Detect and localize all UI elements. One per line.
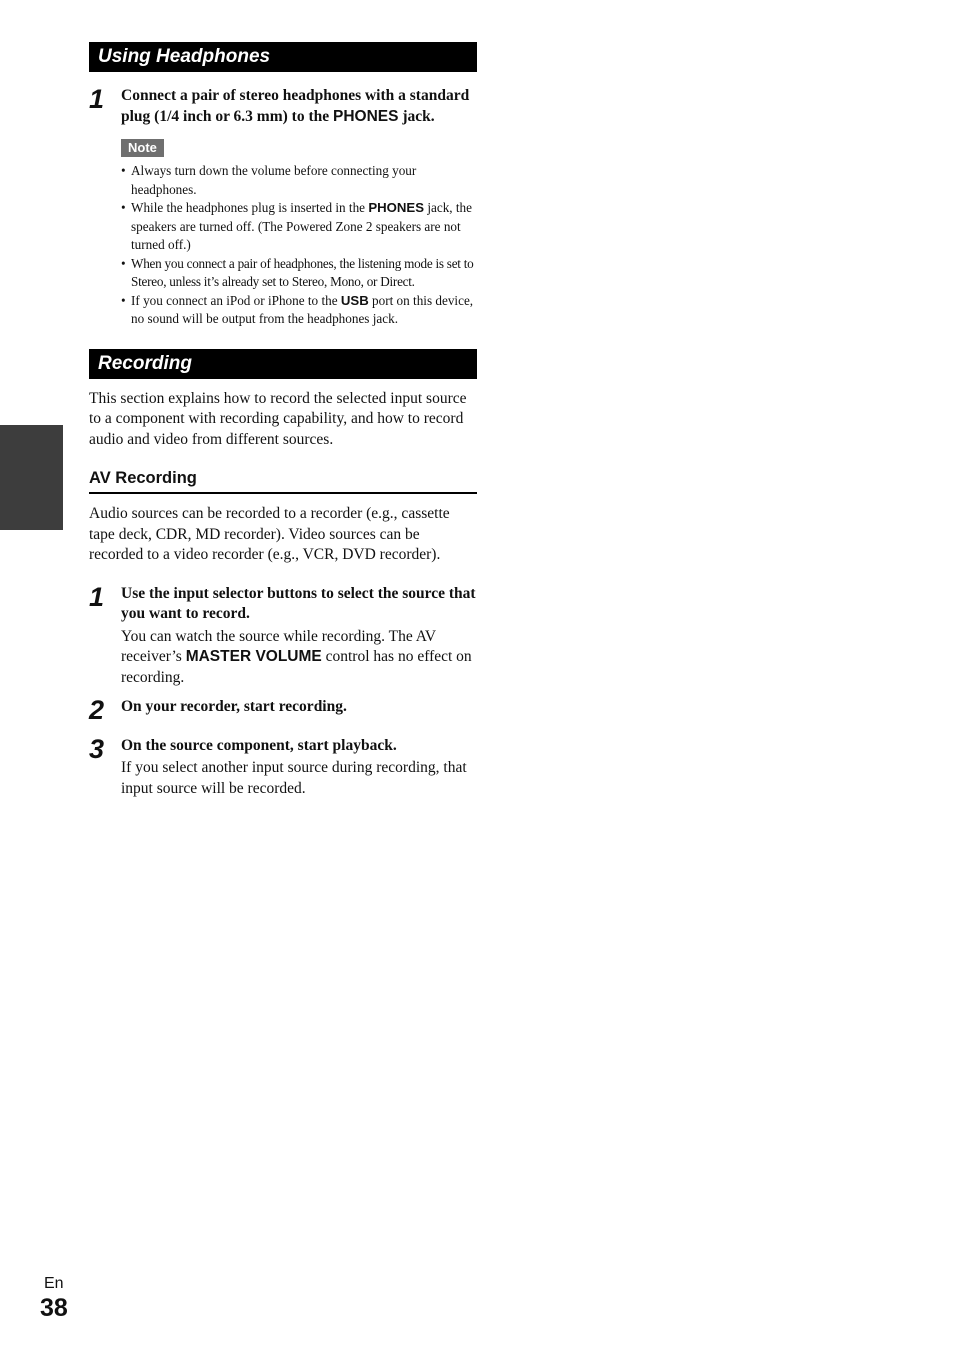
section-title-using-headphones: Using Headphones: [89, 42, 477, 72]
usb-keyword: USB: [340, 292, 369, 308]
recording-step-1: [89, 581, 477, 689]
footer-language: En: [44, 1275, 64, 1292]
content-column: [89, 42, 477, 799]
note-text: Always turn down the volume before connecting your headphones.: [131, 163, 417, 197]
note-text: jack, the speakers are turned off. (The Powered Zone 2 speakers are not turned off.): [131, 200, 472, 252]
recording-intro: This section explains how to record the selected input source to a component with recording capability, and how to record audio and video from different sources.: [89, 389, 467, 448]
step-text: You can watch the source while recording. The AV receiver’s: [121, 627, 436, 665]
page-number: 38: [40, 1294, 68, 1322]
recording-step-3: [89, 733, 477, 800]
note-label: Note: [121, 139, 164, 157]
step-text: control has no effect on recording.: [121, 648, 472, 686]
step-description: [121, 627, 477, 689]
note-item: [121, 292, 477, 329]
recording-step-2: [89, 695, 477, 725]
step-number: 1: [89, 581, 105, 612]
phones-keyword: PHONES: [368, 200, 425, 215]
note-block: [121, 139, 477, 329]
note-list: [121, 162, 477, 329]
step-text: jack.: [398, 107, 435, 125]
step-instruction: Use the input selector buttons to select the source that you want to record.: [121, 584, 476, 622]
note-text: port on this device, no sound will be output from the headphones jack.: [131, 292, 474, 326]
subsection-title-av-recording: AV Recording: [89, 467, 477, 494]
note-item: [121, 199, 477, 255]
step-number: 2: [89, 695, 105, 725]
note-text: While the headphones plug is inserted in the: [131, 200, 369, 215]
step-description: If you select another input source during recording, that input source will be recorded.: [121, 759, 467, 797]
note-text: When you connect a pair of headphones, the listening mode is set to Stereo, unless it’s already set to Stereo, Mono, or Direct.: [131, 255, 474, 289]
step-number: 3: [89, 733, 105, 764]
note-text: If you connect an iPod or iPhone to the: [131, 292, 341, 308]
step-instruction: On the source component, start playback.: [121, 736, 397, 754]
section-side-tab: [0, 425, 63, 530]
phones-keyword: PHONES: [332, 107, 399, 125]
step-instruction: On your recorder, start recording.: [121, 698, 347, 715]
section-title-recording: Recording: [89, 349, 477, 379]
step-number: 1: [89, 84, 105, 114]
master-volume-keyword: MASTER VOLUME: [185, 648, 322, 665]
av-recording-intro: Audio sources can be recorded to a recorder (e.g., cassette tape deck, CDR, MD recorder). Video sources can be recorded to a video recorder (e.g., VCR, DVD recorder).: [89, 505, 450, 563]
note-item: [121, 162, 477, 199]
step-text: Connect a pair of stereo headphones with a standard plug (1/4 inch or 6.3 mm) to the: [121, 87, 470, 125]
headphones-step-1: [89, 86, 477, 127]
note-item: [121, 255, 477, 292]
step-instruction: [121, 86, 477, 127]
